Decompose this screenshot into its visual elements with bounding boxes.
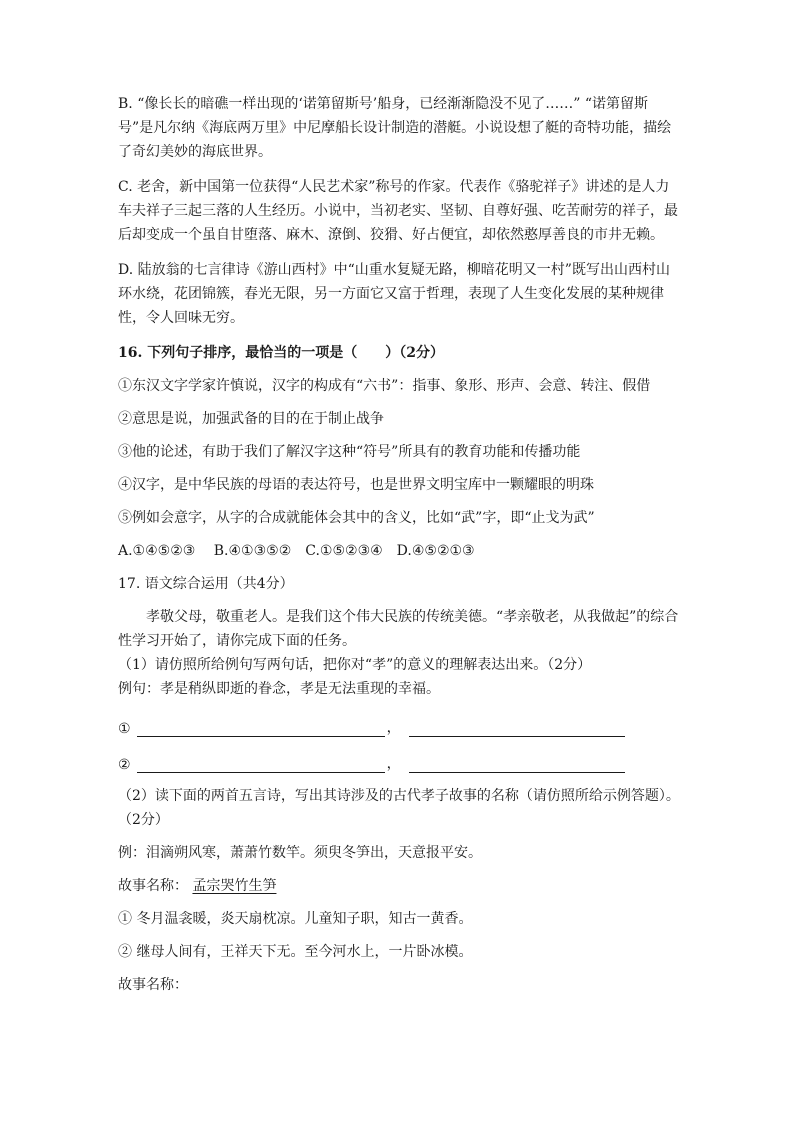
example-story-answer: 孟宗哭竹生笋 bbox=[192, 878, 277, 894]
answer-line-1 bbox=[118, 709, 683, 737]
q17-part1-example: 例句：孝是稍纵即逝的眷念，孝是无法重现的幸福。 bbox=[118, 681, 440, 697]
answer-blank-2a[interactable] bbox=[137, 754, 385, 773]
q17-final-story-label: 故事名称： bbox=[118, 977, 188, 993]
q16-sentence-3: ③他的论述，有助于我们了解汉字这种“符号”所具有的教育功能和传播功能 bbox=[118, 444, 581, 460]
q17-example-poem: 例：泪滴朔风寒，萧萧竹数竿。须臾冬笋出，天意报平安。 bbox=[118, 845, 482, 861]
q17-example-story bbox=[118, 874, 683, 898]
answer-line-2-number: ② bbox=[118, 757, 131, 773]
q16-sentence-5: ⑤例如会意字，从字的合成就能体会其中的含义，比如“武”字，即“止戈为武” bbox=[118, 510, 595, 526]
q16-sentence-1: ①东汉文字学家许慎说，汉字的构成有“六书”：指事、象形、形声、会意、转注、假借 bbox=[118, 378, 651, 394]
q16-sentence-4: ④汉字，是中华民族的母语的表达符号，也是世界文明宝库中一颗耀眼的明珠 bbox=[118, 477, 594, 493]
option-b: B. “像长长的暗礁一样出现的‘诺第留斯号’船身，已经渐渐隐没不见了……” “诺第留斯号”是凡尔纳《海底两万里》中尼摩船长设计制造的潜艇。小说设想了艇的奇特功能，描绘了奇幻美妙的海底世界。 bbox=[118, 96, 672, 160]
option-d: D. 陆放翁的七言律诗《游山西村》中“山重水复疑无路，柳暗花明又一村”既写出山西村山环水绕，花团锦簇，春光无限，另一方面它又富于哲理，表现了人生变化发展的某种规律性，令人回味无穷。 bbox=[118, 262, 670, 326]
answer-line-2-comma: ， bbox=[386, 756, 401, 772]
answer-line-1-comma: ， bbox=[386, 720, 401, 736]
answer-blank-1b[interactable] bbox=[409, 718, 625, 737]
q17-part1-instruction: （1）请仿照所给例句写两句话，把你对“孝”的意义的理解表达出来。（2分） bbox=[118, 657, 592, 673]
question-17-title: 17. 语文综合运用（共4分） bbox=[118, 576, 294, 592]
option-c: C. 老舍，新中国第一位获得“人民艺术家”称号的作家。代表作《骆驼祥子》讲述的是人力车夫祥子三起三落的人生经历。小说中，当初老实、坚韧、自尊好强、吃苦耐劳的祥子，最后却变成一个虽自甘堕落、麻木、潦倒、狡猾、好占便宜，却依然憨厚善良的市井无赖。 bbox=[118, 179, 678, 243]
q17-intro: 孝敬父母，敬重老人。是我们这个伟大民族的传统美德。“孝亲敬老，从我做起”的综合性学习开始了，请你完成下面的任务。 bbox=[118, 609, 679, 649]
exam-page bbox=[118, 92, 683, 997]
answer-line-1-number: ① bbox=[118, 721, 131, 737]
q17-poem-1: ① 冬月温衾暖，炎天扇枕凉。儿童知子职，知古一黄香。 bbox=[118, 911, 473, 927]
story-name-label: 故事名称： bbox=[118, 878, 188, 894]
q17-poem-2: ② 继母人间有，王祥天下无。至今河水上，一片卧冰模。 bbox=[118, 944, 473, 960]
question-16-title: 16. 下列句子排序，最恰当的一项是（ ）（2分） bbox=[118, 345, 444, 361]
answer-blank-1a[interactable] bbox=[137, 718, 385, 737]
q16-options: A.①④⑤②③ B.④①③⑤② C.①⑤②③④ D.④⑤②①③ bbox=[118, 543, 475, 559]
answer-line-2 bbox=[118, 745, 683, 773]
q17-part2-instruction: （2）读下面的两首五言诗，写出其诗涉及的古代孝子故事的名称（请仿照所给示例答题）。（2分） bbox=[118, 788, 680, 828]
q16-sentence-2: ②意思是说，加强武备的目的在于制止战争 bbox=[118, 411, 384, 427]
answer-blank-2b[interactable] bbox=[409, 754, 625, 773]
